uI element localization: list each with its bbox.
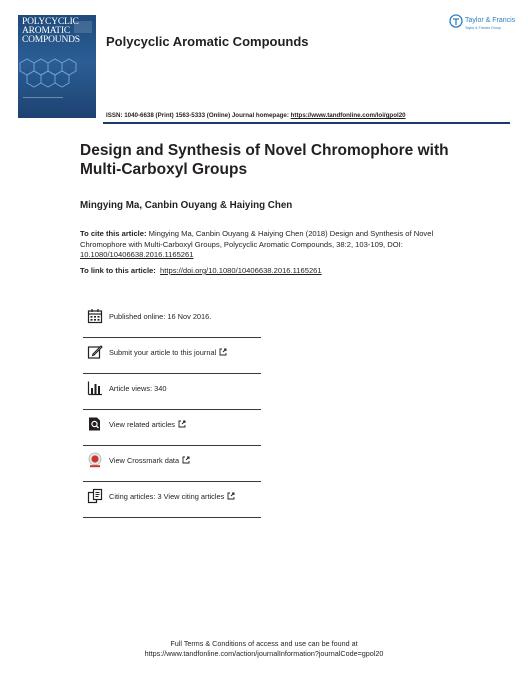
journal-homepage-link[interactable]: https://www.tandfonline.com/loi/gpol20: [290, 112, 406, 119]
edit-icon: [87, 344, 103, 360]
hexagon-pattern-icon: [18, 53, 96, 93]
article-title-line-1: Design and Synthesis of Novel Chromophore with: [80, 142, 449, 159]
submit-article-link[interactable]: Submit your article to this journal: [109, 348, 227, 357]
journal-cover-image: [18, 15, 96, 118]
article-link-line: [80, 266, 322, 275]
citing-articles-icon: [87, 488, 103, 504]
published-online-label: Published online: 16 Nov 2016.: [109, 312, 212, 321]
crossmark-icon: [87, 452, 103, 468]
article-title-line-2: Multi-Carboxyl Groups: [80, 161, 248, 178]
external-link-icon: [182, 456, 190, 464]
cover-issue-box: [74, 21, 92, 33]
article-link-label: To link to this article:: [80, 266, 156, 275]
citation-block: [80, 229, 460, 261]
footer-terms-text: Full Terms & Conditions of access and use can be found at: [170, 639, 358, 648]
external-link-icon: [178, 420, 186, 428]
related-articles-row[interactable]: [83, 410, 261, 446]
article-authors: Mingying Ma, Canbin Ouyang & Haiying Chen: [80, 200, 293, 211]
citing-articles-row[interactable]: [83, 482, 261, 518]
cover-title: POLYCYCLIC AROMATIC COMPOUNDS: [22, 17, 80, 45]
article-views-label: Article views: 340: [109, 384, 167, 393]
search-document-icon: [87, 416, 103, 432]
publisher-logo[interactable]: [449, 14, 516, 36]
issn-text: ISSN: 1040-6638 (Print) 1563-5333 (Online) Journal homepage:: [106, 112, 291, 119]
article-views-row: [83, 374, 261, 410]
publisher-logo-text: Taylor & Francis: [465, 17, 516, 24]
article-doi-link[interactable]: https://doi.org/10.1080/10406638.2016.1165261: [160, 266, 322, 275]
external-link-icon: [227, 492, 235, 500]
journal-name: Polycyclic Aromatic Compounds: [106, 34, 309, 49]
crossmark-row[interactable]: [83, 446, 261, 482]
bar-chart-icon: [87, 380, 103, 396]
citing-articles-link[interactable]: Citing articles: 3 View citing articles: [109, 492, 235, 501]
crossmark-link[interactable]: View Crossmark data: [109, 456, 190, 465]
article-title: [80, 141, 480, 179]
publisher-logo-icon: [449, 14, 463, 28]
submit-article-row[interactable]: [83, 338, 261, 374]
calendar-icon: [87, 308, 103, 324]
footer-terms-link[interactable]: https://www.tandfonline.com/action/journalInformation?journalCode=gpol20: [144, 649, 384, 658]
external-link-icon: [219, 348, 227, 356]
issn-line: [106, 112, 406, 119]
cover-decoration: [23, 97, 63, 111]
related-articles-link[interactable]: View related articles: [109, 420, 186, 429]
header-divider: [103, 122, 510, 124]
footer: [0, 639, 528, 659]
citation-doi-link[interactable]: 10.1080/10406638.2016.1165261: [80, 250, 194, 259]
citation-label: To cite this article:: [80, 229, 147, 238]
published-online-row: [83, 302, 261, 338]
citation-text: Mingying Ma, Canbin Ouyang & Haiying Chen (2018) Design and Synthesis of Novel Chromophore with Multi-Carboxyl Groups, Polycyclic Aromatic Compounds, 38:2, 103-109, DOI:: [80, 229, 434, 249]
publisher-logo-tagline: Taylor & Francis Group: [465, 26, 501, 30]
